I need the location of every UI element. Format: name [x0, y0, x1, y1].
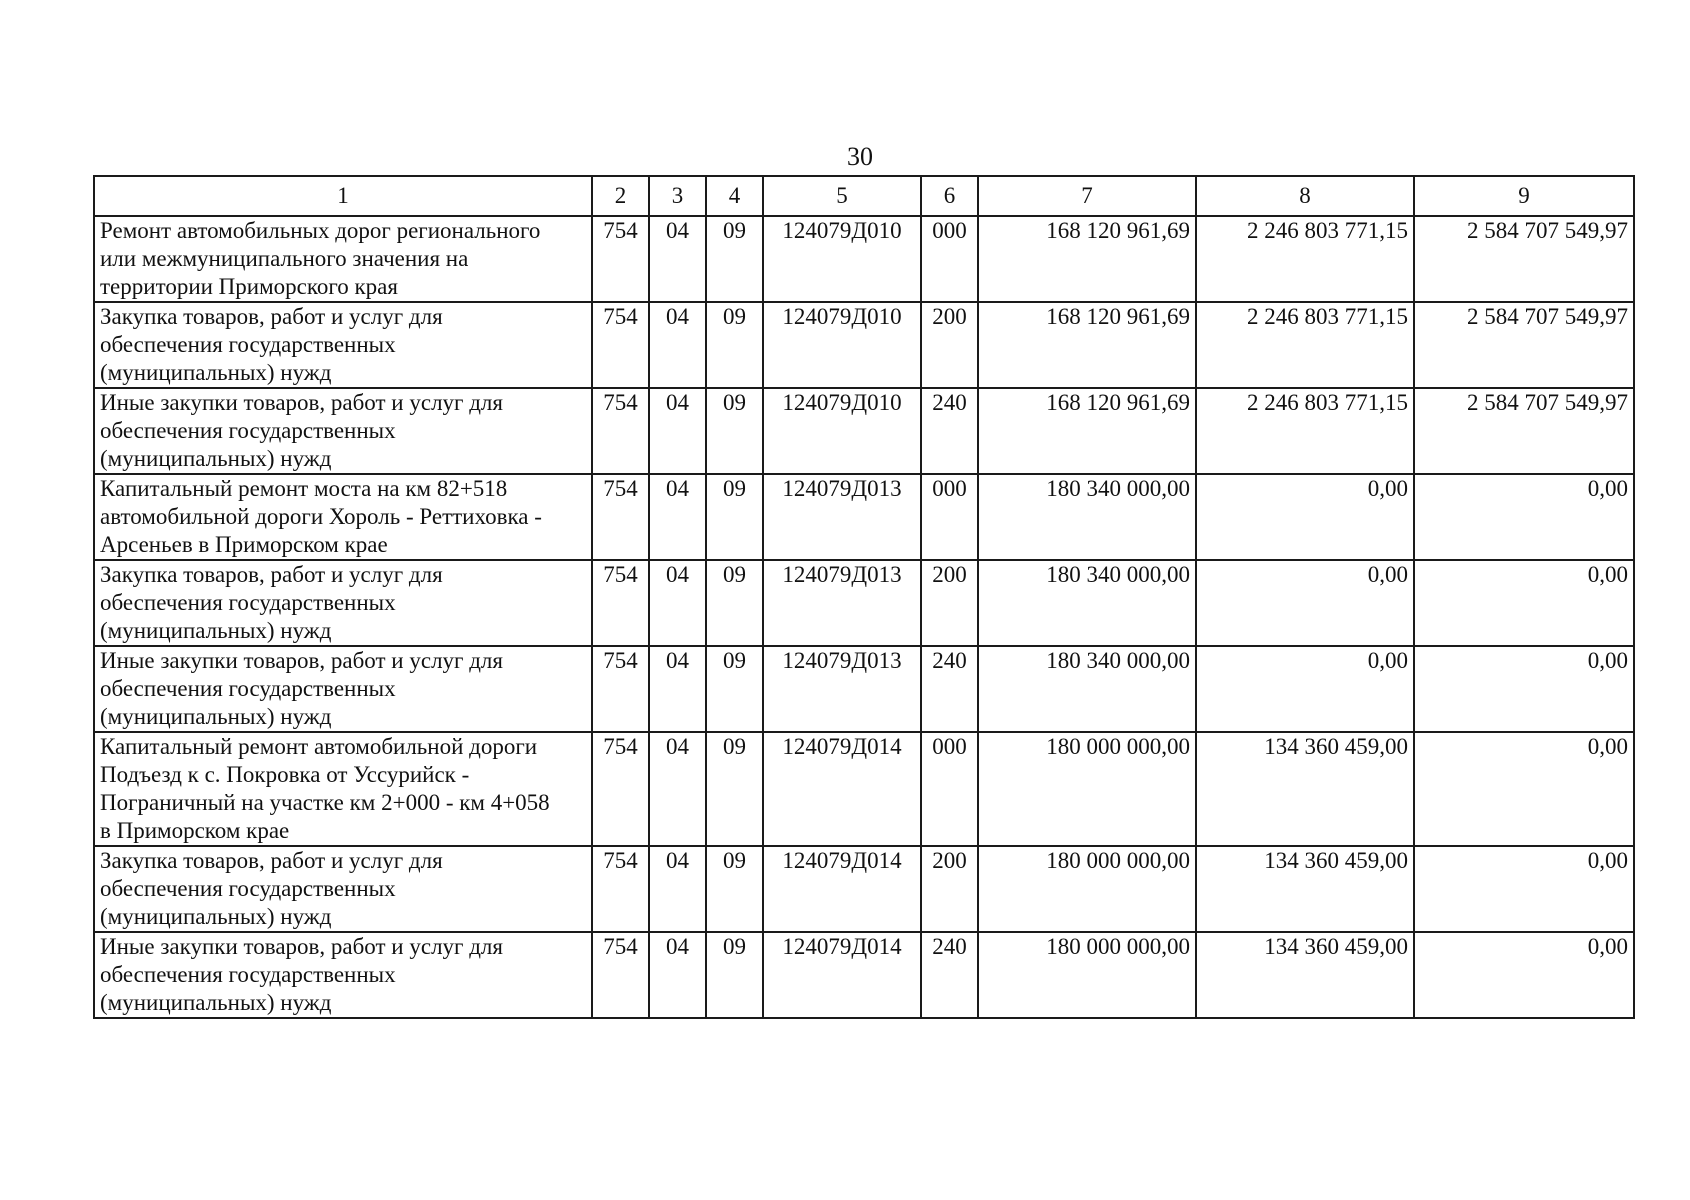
- row-name-line: территории Приморского края: [100, 274, 398, 299]
- table-body: [94, 216, 1634, 1018]
- header-col-5: 5: [763, 176, 921, 216]
- section-code-cell: 04: [649, 388, 706, 474]
- subsection-code-cell: 09: [706, 932, 763, 1018]
- amount-col-8-cell: 2 246 803 771,15: [1196, 216, 1414, 302]
- header-col-4: 4: [706, 176, 763, 216]
- row-name-line: обеспечения государственных: [100, 590, 396, 615]
- target-article-cell: 124079Д014: [763, 732, 921, 846]
- row-name-line: Закупка товаров, работ и услуг для: [100, 304, 443, 329]
- amount-col-9-cell: 0,00: [1414, 932, 1634, 1018]
- target-article-cell: 124079Д013: [763, 474, 921, 560]
- row-name-cell: [94, 646, 592, 732]
- target-article-cell: 124079Д014: [763, 846, 921, 932]
- admin-code-cell: 754: [592, 560, 649, 646]
- table-row: [94, 846, 1634, 932]
- amount-col-8-cell: 0,00: [1196, 560, 1414, 646]
- amount-col-8-cell: 2 246 803 771,15: [1196, 302, 1414, 388]
- amount-col-7-cell: 180 340 000,00: [978, 560, 1196, 646]
- expense-type-cell: 200: [921, 560, 978, 646]
- expense-type-cell: 000: [921, 216, 978, 302]
- amount-col-7-cell: 180 340 000,00: [978, 646, 1196, 732]
- subsection-code-cell: 09: [706, 474, 763, 560]
- amount-col-9-cell: 0,00: [1414, 474, 1634, 560]
- admin-code-cell: 754: [592, 932, 649, 1018]
- header-col-9: 9: [1414, 176, 1634, 216]
- subsection-code-cell: 09: [706, 302, 763, 388]
- amount-col-9-cell: 0,00: [1414, 560, 1634, 646]
- expense-type-cell: 200: [921, 302, 978, 388]
- target-article-cell: 124079Д014: [763, 932, 921, 1018]
- section-code-cell: 04: [649, 846, 706, 932]
- section-code-cell: 04: [649, 474, 706, 560]
- section-code-cell: 04: [649, 932, 706, 1018]
- row-name-line: Иные закупки товаров, работ и услуг для: [100, 390, 503, 415]
- amount-col-7-cell: 180 000 000,00: [978, 932, 1196, 1018]
- section-code-cell: 04: [649, 646, 706, 732]
- table-row: [94, 932, 1634, 1018]
- row-name-cell: [94, 474, 592, 560]
- row-name-cell: [94, 846, 592, 932]
- row-name-cell: [94, 932, 592, 1018]
- header-col-8: 8: [1196, 176, 1414, 216]
- header-col-6: 6: [921, 176, 978, 216]
- subsection-code-cell: 09: [706, 560, 763, 646]
- row-name-line: Закупка товаров, работ и услуг для: [100, 562, 443, 587]
- row-name-cell: [94, 302, 592, 388]
- amount-col-7-cell: 180 340 000,00: [978, 474, 1196, 560]
- admin-code-cell: 754: [592, 388, 649, 474]
- header-col-1: 1: [94, 176, 592, 216]
- row-name-cell: [94, 216, 592, 302]
- row-name-cell: [94, 732, 592, 846]
- table-row: [94, 474, 1634, 560]
- row-name-line: обеспечения государственных: [100, 676, 396, 701]
- row-name-line: (муниципальных) нужд: [100, 990, 332, 1015]
- target-article-cell: 124079Д010: [763, 302, 921, 388]
- row-name-line: (муниципальных) нужд: [100, 446, 332, 471]
- amount-col-7-cell: 168 120 961,69: [978, 302, 1196, 388]
- subsection-code-cell: 09: [706, 846, 763, 932]
- table-row: [94, 732, 1634, 846]
- target-article-cell: 124079Д010: [763, 388, 921, 474]
- row-name-line: Пограничный на участке км 2+000 - км 4+058: [100, 790, 550, 815]
- admin-code-cell: 754: [592, 474, 649, 560]
- row-name-line: Капитальный ремонт автомобильной дороги: [100, 734, 538, 759]
- row-name-line: Капитальный ремонт моста на км 82+518: [100, 476, 508, 501]
- amount-col-8-cell: 2 246 803 771,15: [1196, 388, 1414, 474]
- table-row: [94, 388, 1634, 474]
- expense-type-cell: 200: [921, 846, 978, 932]
- target-article-cell: 124079Д013: [763, 560, 921, 646]
- amount-col-8-cell: 0,00: [1196, 646, 1414, 732]
- amount-col-7-cell: 180 000 000,00: [978, 846, 1196, 932]
- row-name-line: (муниципальных) нужд: [100, 360, 332, 385]
- target-article-cell: 124079Д010: [763, 216, 921, 302]
- section-code-cell: 04: [649, 560, 706, 646]
- row-name-line: Иные закупки товаров, работ и услуг для: [100, 648, 503, 673]
- row-name-line: Ремонт автомобильных дорог регионального: [100, 218, 541, 243]
- admin-code-cell: 754: [592, 732, 649, 846]
- row-name-cell: [94, 388, 592, 474]
- expense-type-cell: 240: [921, 932, 978, 1018]
- page-number: 30: [847, 142, 873, 171]
- admin-code-cell: 754: [592, 302, 649, 388]
- amount-col-8-cell: 134 360 459,00: [1196, 732, 1414, 846]
- row-name-line: в Приморском крае: [100, 818, 290, 843]
- amount-col-8-cell: 134 360 459,00: [1196, 932, 1414, 1018]
- row-name-cell: [94, 560, 592, 646]
- amount-col-9-cell: 0,00: [1414, 646, 1634, 732]
- amount-col-8-cell: 134 360 459,00: [1196, 846, 1414, 932]
- amount-col-9-cell: 2 584 707 549,97: [1414, 388, 1634, 474]
- expense-type-cell: 000: [921, 474, 978, 560]
- row-name-line: (муниципальных) нужд: [100, 618, 332, 643]
- section-code-cell: 04: [649, 732, 706, 846]
- subsection-code-cell: 09: [706, 388, 763, 474]
- admin-code-cell: 754: [592, 846, 649, 932]
- row-name-line: Арсеньев в Приморском крае: [100, 532, 388, 557]
- table-row: [94, 646, 1634, 732]
- amount-col-8-cell: 0,00: [1196, 474, 1414, 560]
- budget-table: [93, 175, 1635, 1019]
- subsection-code-cell: 09: [706, 216, 763, 302]
- header-col-3: 3: [649, 176, 706, 216]
- header-col-7: 7: [978, 176, 1196, 216]
- target-article-cell: 124079Д013: [763, 646, 921, 732]
- row-name-line: обеспечения государственных: [100, 418, 396, 443]
- row-name-line: Закупка товаров, работ и услуг для: [100, 848, 443, 873]
- amount-col-7-cell: 168 120 961,69: [978, 388, 1196, 474]
- row-name-line: обеспечения государственных: [100, 962, 396, 987]
- table-row: [94, 560, 1634, 646]
- row-name-line: обеспечения государственных: [100, 876, 396, 901]
- row-name-line: (муниципальных) нужд: [100, 904, 332, 929]
- amount-col-9-cell: 0,00: [1414, 732, 1634, 846]
- section-code-cell: 04: [649, 216, 706, 302]
- row-name-line: обеспечения государственных: [100, 332, 396, 357]
- table-row: [94, 216, 1634, 302]
- row-name-line: Подъезд к с. Покровка от Уссурийск -: [100, 762, 470, 787]
- row-name-line: автомобильной дороги Хороль - Реттиховка -: [100, 504, 542, 529]
- amount-col-7-cell: 168 120 961,69: [978, 216, 1196, 302]
- admin-code-cell: 754: [592, 646, 649, 732]
- subsection-code-cell: 09: [706, 732, 763, 846]
- expense-type-cell: 240: [921, 388, 978, 474]
- expense-type-cell: 240: [921, 646, 978, 732]
- admin-code-cell: 754: [592, 216, 649, 302]
- amount-col-9-cell: 2 584 707 549,97: [1414, 216, 1634, 302]
- amount-col-9-cell: 2 584 707 549,97: [1414, 302, 1634, 388]
- table-row: [94, 302, 1634, 388]
- row-name-line: или межмуниципального значения на: [100, 246, 469, 271]
- row-name-line: (муниципальных) нужд: [100, 704, 332, 729]
- table-header-row: [94, 176, 1634, 216]
- header-col-2: 2: [592, 176, 649, 216]
- subsection-code-cell: 09: [706, 646, 763, 732]
- expense-type-cell: 000: [921, 732, 978, 846]
- section-code-cell: 04: [649, 302, 706, 388]
- row-name-line: Иные закупки товаров, работ и услуг для: [100, 934, 503, 959]
- amount-col-9-cell: 0,00: [1414, 846, 1634, 932]
- amount-col-7-cell: 180 000 000,00: [978, 732, 1196, 846]
